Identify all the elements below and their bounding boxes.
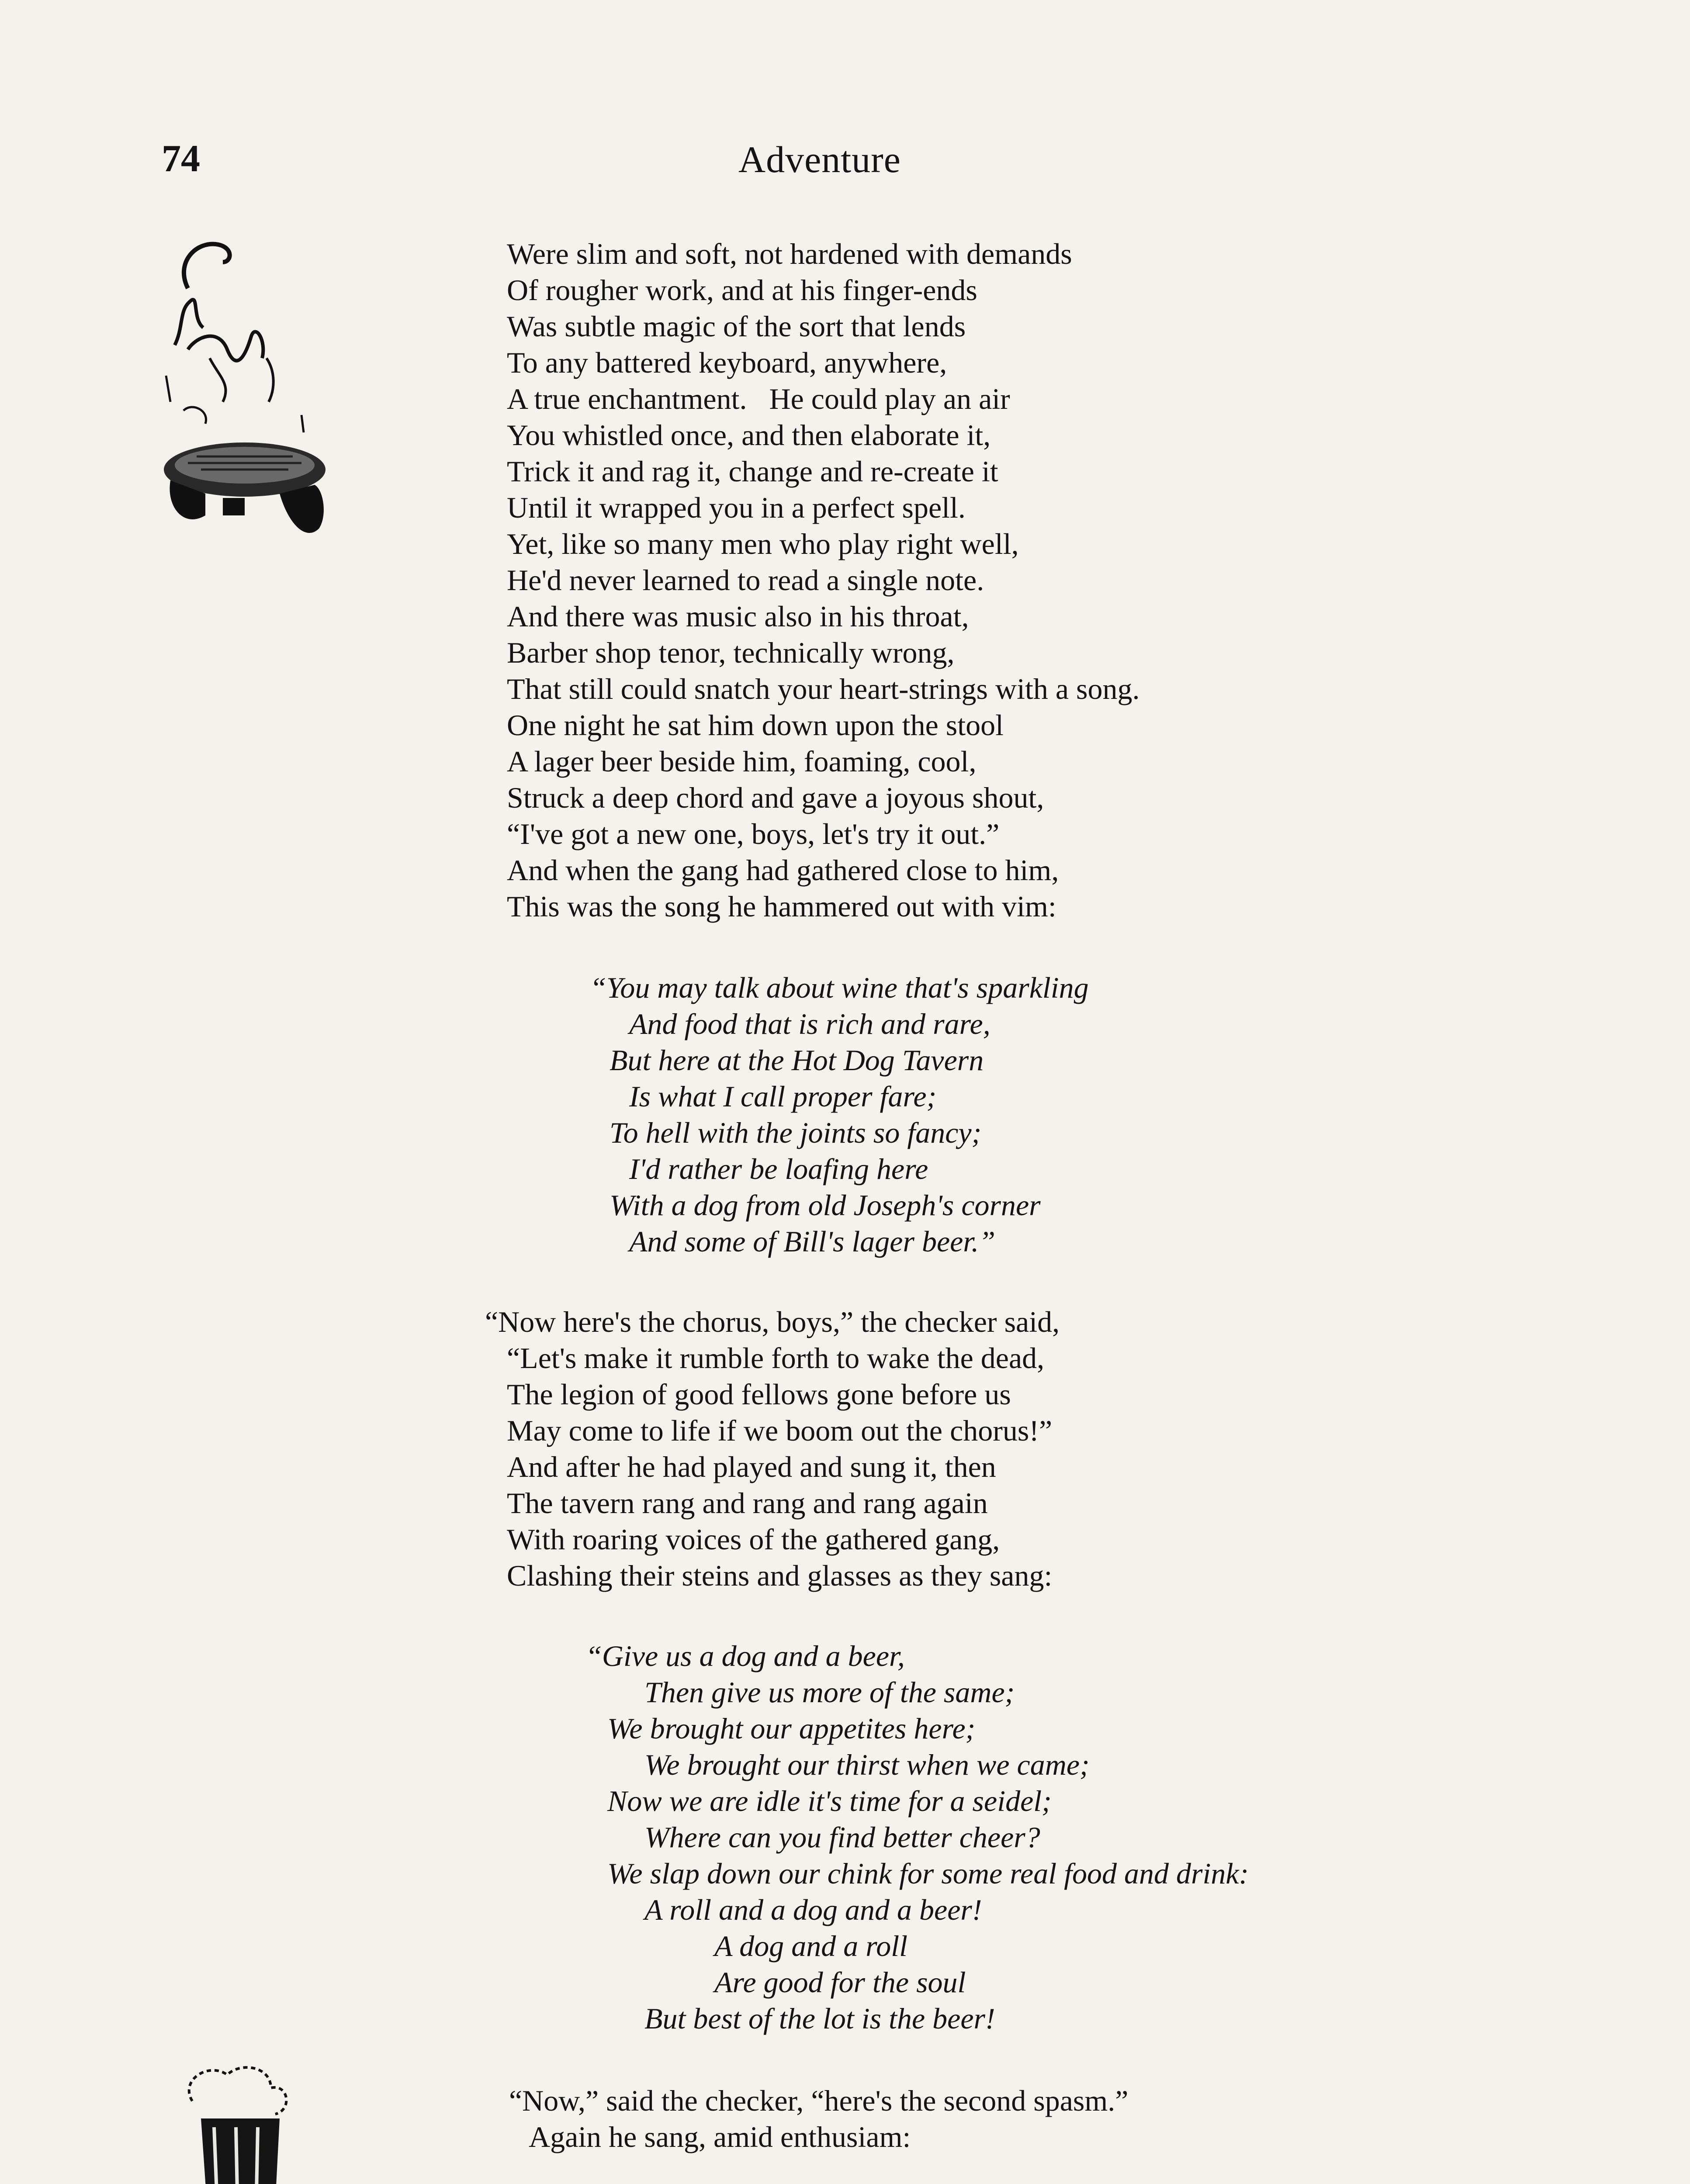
verse-line: Of rougher work, and at his finger-ends bbox=[507, 273, 977, 307]
verse-line: With roaring voices of the gathered gang, bbox=[507, 1523, 1000, 1556]
verse-line: May come to life if we boom out the chorus!” bbox=[507, 1414, 1053, 1447]
verse-line: Were slim and soft, not hardened with demands bbox=[507, 237, 1072, 270]
verse-line: You whistled once, and then elaborate it, bbox=[507, 418, 991, 452]
verse-line: And when the gang had gathered close to him, bbox=[507, 854, 1059, 887]
song-line: To hell with the joints so fancy; bbox=[610, 1116, 982, 1149]
song-line: “Give us a dog and a beer, bbox=[585, 1639, 905, 1673]
song-line: Now we are idle it's time for a seidel; bbox=[607, 1784, 1052, 1818]
verse-line: Until it wrapped you in a perfect spell. bbox=[507, 491, 966, 524]
verse-line: “Let's make it rumble forth to wake the dead, bbox=[507, 1341, 1045, 1375]
verse-line: And there was music also in his throat, bbox=[507, 600, 969, 633]
song-line: We slap down our chink for some real food and drink: bbox=[607, 1857, 1249, 1890]
verse-line: Clashing their steins and glasses as they sang: bbox=[507, 1559, 1053, 1592]
song-line: A dog and a roll bbox=[714, 1929, 908, 1963]
song-line: And food that is rich and rare, bbox=[629, 1007, 990, 1040]
song-line: And some of Bill's lager beer.” bbox=[629, 1225, 996, 1258]
song-line: Then give us more of the same; bbox=[644, 1676, 1015, 1709]
song-line: I'd rather be loafing here bbox=[629, 1152, 928, 1185]
verse-line: He'd never learned to read a single note. bbox=[507, 563, 984, 597]
verse-line: Again he sang, amid enthusiam: bbox=[529, 2120, 911, 2153]
verse-line: “I've got a new one, boys, let's try it out.” bbox=[507, 817, 1000, 850]
song-line: A roll and a dog and a beer! bbox=[644, 1893, 982, 1926]
song-line: But here at the Hot Dog Tavern bbox=[610, 1044, 984, 1077]
verse-line: Trick it and rag it, change and re-create it bbox=[507, 455, 998, 488]
verse-line: “Now here's the chorus, boys,” the checker said, bbox=[485, 1305, 1060, 1338]
song-line: Are good for the soul bbox=[714, 1966, 966, 1999]
song-line: With a dog from old Joseph's corner bbox=[610, 1189, 1041, 1222]
song-block-2 bbox=[585, 1638, 1249, 2037]
verse-line: That still could snatch your heart-strings with a song. bbox=[507, 672, 1140, 705]
verse-line: A true enchantment. He could play an air bbox=[507, 382, 1010, 415]
song-line: But best of the lot is the beer! bbox=[644, 2002, 995, 2035]
song-line: “You may talk about wine that's sparkling bbox=[590, 971, 1089, 1004]
song-line: Where can you find better cheer? bbox=[644, 1821, 1040, 1854]
song-block-1 bbox=[590, 970, 1089, 1260]
beer-glass-icon bbox=[162, 2062, 336, 2184]
verse-line: And after he had played and sung it, then bbox=[507, 1450, 996, 1483]
verse-line: One night he sat him down upon the stool bbox=[507, 708, 1004, 742]
verse-line: The legion of good fellows gone before us bbox=[507, 1378, 1011, 1411]
verse-line: “Now,” said the checker, “here's the second spasm.” bbox=[509, 2084, 1129, 2117]
verse-line: Yet, like so many men who play right well, bbox=[507, 527, 1019, 560]
verse-line: Was subtle magic of the sort that lends bbox=[507, 310, 966, 343]
steaming-dish-icon bbox=[157, 227, 345, 577]
verse-line: The tavern rang and rang and rang again bbox=[507, 1486, 988, 1520]
running-title: Adventure bbox=[738, 138, 901, 180]
song-line: Is what I call proper fare; bbox=[629, 1080, 937, 1113]
song-line: We brought our appetites here; bbox=[607, 1712, 976, 1745]
verse-line: Barber shop tenor, technically wrong, bbox=[507, 636, 955, 669]
song-line: We brought our thirst when we came; bbox=[644, 1748, 1090, 1781]
verse-block-2 bbox=[485, 1304, 1060, 1594]
verse-block-1 bbox=[507, 236, 1140, 925]
verse-line: This was the song he hammered out with vim: bbox=[507, 890, 1056, 923]
verse-block-3 bbox=[509, 2083, 1128, 2155]
verse-line: Struck a deep chord and gave a joyous shout, bbox=[507, 781, 1044, 814]
verse-line: To any battered keyboard, anywhere, bbox=[507, 346, 947, 379]
verse-line: A lager beer beside him, foaming, cool, bbox=[507, 745, 977, 778]
page-number: 74 bbox=[162, 138, 200, 180]
